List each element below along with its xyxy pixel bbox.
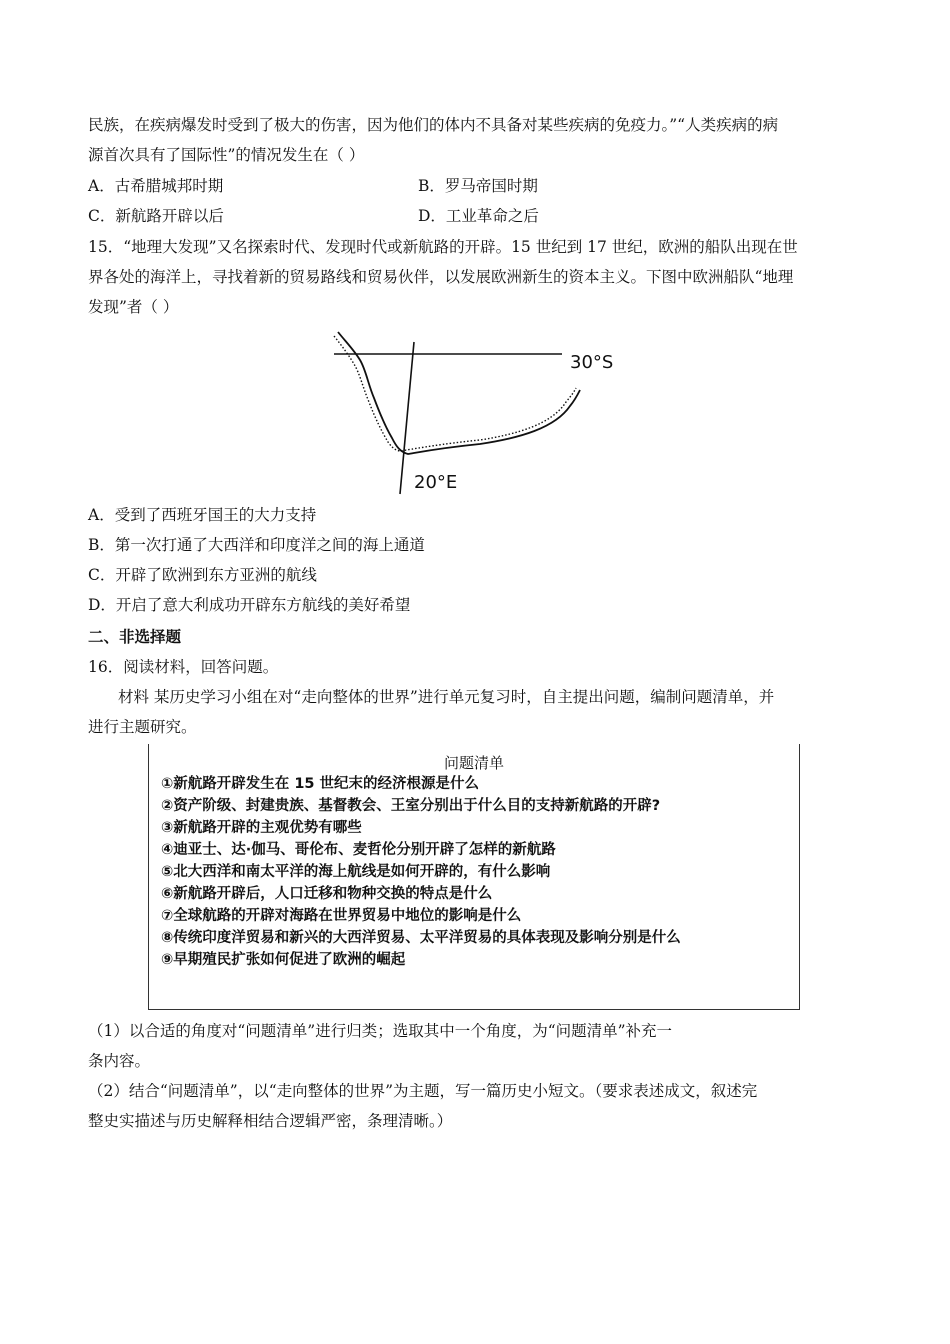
- question-item: ⑧传统印度洋贸易和新兴的大西洋贸易、太平洋贸易的具体表现及影响分别是什么: [161, 930, 681, 946]
- q16-sub2-line-1: （2）结合“问题清单”，以“走向整体的世界”为主题，写一篇历史小短文。（要求表述成文，叙述完: [88, 1082, 758, 1100]
- q16-sub2-line-2: 整史实描述与历史解释相结合逻辑严密，条理清晰。）: [88, 1112, 453, 1130]
- q15-option-a: A．受到了西班牙国王的大力支持: [88, 506, 317, 524]
- q16-stem: 16．阅读材料，回答问题。: [88, 658, 279, 676]
- q16-sub1-line-2: 条内容。: [88, 1052, 151, 1070]
- question-item: ②资产阶级、封建贵族、基督教会、王室分别出于什么目的支持新航路的开辟?: [161, 798, 661, 814]
- question-item: ⑦全球航路的开辟对海路在世界贸易中地位的影响是什么: [161, 908, 522, 924]
- question-item: ③新航路开辟的主观优势有哪些: [161, 820, 362, 836]
- q14-stem-line-2: 源首次具有了国际性”的情况发生在（ ）: [88, 146, 365, 164]
- question-item: ①新航路开辟发生在 15 世纪末的经济根源是什么: [161, 776, 480, 792]
- q15-stem-line-2: 界各处的海洋上，寻找着新的贸易路线和贸易伙伴，以发展欧洲新生的资本主义。下图中欧洲船队“地理: [88, 268, 794, 286]
- coastline: [338, 332, 580, 454]
- q16-material-line-1: 材料 某历史学习小组在对“走向整体的世界”进行单元复习时，自主提出问题，编制问题清单，并: [118, 688, 775, 706]
- section-heading: 二、非选择题: [88, 628, 182, 646]
- question-item: ⑥新航路开辟后，人口迁移和物种交换的特点是什么: [161, 886, 493, 902]
- q16-sub1-line-1: （1）以合适的角度对“问题清单”进行归类；选取其中一个角度，为“问题清单”补充一: [88, 1022, 673, 1040]
- route-map-figure: [330, 328, 620, 496]
- map-label-20e: 20°E: [414, 472, 458, 493]
- q16-material-line-2: 进行主题研究。: [88, 718, 197, 736]
- q15-stem-line-3: 发现”者（ ）: [88, 298, 179, 316]
- q15-option-d: D．开启了意大利成功开辟东方航线的美好希望: [88, 596, 411, 614]
- q15-option-c: C．开辟了欧洲到东方亚洲的航线: [88, 566, 317, 584]
- question-item: ⑨早期殖民扩张如何促进了欧洲的崛起: [161, 952, 406, 968]
- longitude-line-20e: [400, 342, 414, 494]
- map-label-30s: 30°S: [570, 352, 614, 373]
- question-list-box: [148, 744, 800, 1010]
- q14-option-c: C．新航路开辟以后: [88, 207, 224, 225]
- question-item: ④迪亚士、达·伽马、哥伦布、麦哲伦分别开辟了怎样的新航路: [161, 842, 556, 858]
- question-item: ⑤北大西洋和南太平洋的海上航线是如何开辟的，有什么影响: [161, 864, 551, 880]
- q15-stem-line-1: 15．“地理大发现”又名探索时代、发现时代或新航路的开辟。15 世纪到 17 世纪，欧洲的船队出现在世: [88, 238, 798, 256]
- q15-option-b: B．第一次打通了大西洋和印度洋之间的海上通道: [88, 536, 425, 554]
- q14-option-b: B．罗马帝国时期: [418, 177, 538, 195]
- question-list-title: 问题清单: [443, 754, 504, 772]
- q14-option-a: A．古希腊城邦时期: [88, 177, 224, 195]
- q14-stem-line-1: 民族，在疾病爆发时受到了极大的伤害，因为他们的体内不具备对某些疾病的免疫力。”“人类疾病的病: [88, 116, 779, 134]
- q14-option-d: D．工业革命之后: [418, 207, 539, 225]
